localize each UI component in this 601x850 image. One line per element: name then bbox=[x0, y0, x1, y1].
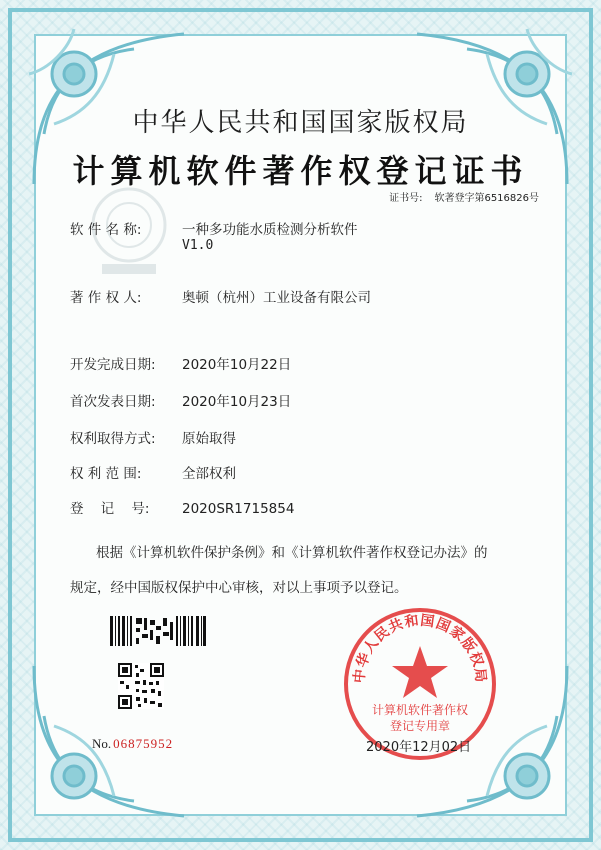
seal-line-1: 计算机软件著作权 bbox=[371, 703, 469, 717]
field-publish-date bbox=[70, 390, 291, 410]
field-value: 2020年10月22日 bbox=[182, 357, 292, 373]
field-label: 权 利 范 围: bbox=[70, 466, 142, 482]
legal-paragraph-line-2: 规定，经中国版权保护中心审核，对以上事项予以登记。 bbox=[70, 580, 408, 596]
legal-paragraph-line-1: 根据《计算机软件保护条例》和《计算机软件著作权登记办法》的 bbox=[96, 545, 488, 561]
seal-ring-text: 中华人民共和国国家版权局 bbox=[351, 612, 489, 684]
field-software-name bbox=[70, 218, 358, 238]
field-value: 2020年10月23日 bbox=[182, 394, 292, 410]
qr-code-icon bbox=[118, 663, 164, 709]
field-completion-date bbox=[70, 353, 291, 373]
certificate-number bbox=[389, 189, 539, 204]
field-label: 开发完成日期: bbox=[70, 357, 156, 373]
serial-value: 06875952 bbox=[113, 736, 174, 751]
field-value: 2020SR1715854 bbox=[182, 501, 295, 517]
serial-prefix: No. bbox=[92, 736, 112, 751]
certificate-title: 计算机软件著作权登记证书 bbox=[72, 152, 529, 190]
field-label: 著 作 权 人: bbox=[70, 290, 142, 306]
field-acquisition-method bbox=[70, 427, 236, 447]
field-copyright-owner bbox=[70, 286, 371, 306]
field-rights-scope bbox=[70, 462, 236, 482]
field-label: 软 件 名 称: bbox=[70, 222, 142, 238]
field-value: 一种多功能水质检测分析软件 bbox=[182, 222, 358, 238]
issue-date: 2020年12月02日 bbox=[366, 740, 472, 755]
barcode-icon bbox=[110, 616, 206, 646]
field-label: 权利取得方式: bbox=[70, 431, 156, 447]
certificate-number-label: 证书号: bbox=[389, 193, 423, 204]
seal-line-2: 登记专用章 bbox=[389, 719, 451, 733]
field-label: 登 记 号: bbox=[70, 501, 150, 517]
field-value: 全部权利 bbox=[182, 466, 236, 482]
field-registration-number bbox=[70, 497, 294, 517]
field-label: 首次发表日期: bbox=[70, 394, 156, 410]
software-version: V1.0 bbox=[182, 238, 214, 253]
field-value: 原始取得 bbox=[182, 431, 236, 447]
certificate-number-value: 软著登字第6516826号 bbox=[434, 193, 539, 204]
issuer-title: 中华人民共和国国家版权局 bbox=[132, 108, 469, 138]
serial-number bbox=[92, 736, 173, 752]
field-value: 奥顿（杭州）工业设备有限公司 bbox=[182, 290, 371, 306]
